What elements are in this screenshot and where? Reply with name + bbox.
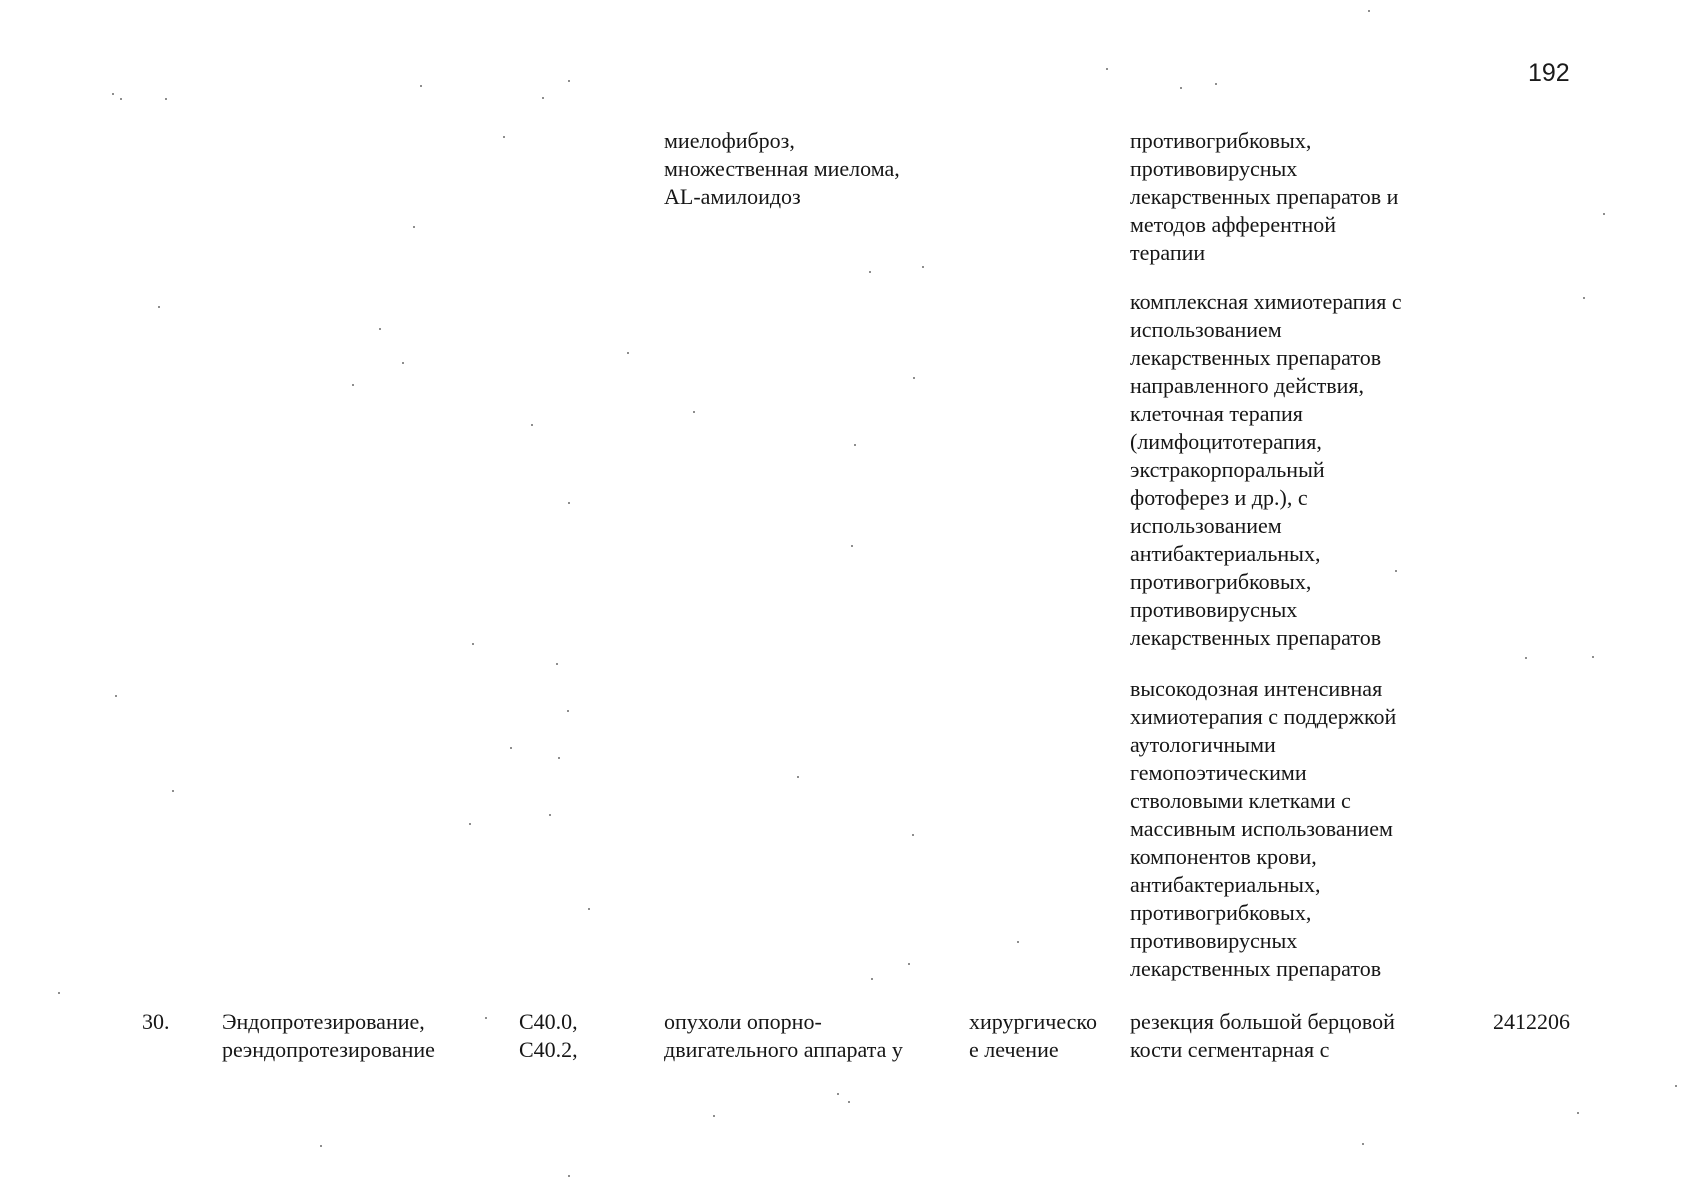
continued-method-3: высокодозная интенсивная химиотерапия с поддержкой аутологичными гемопоэтическими стволовыми клетками с массивным использованием компонентов крови, антибактериальных, противогрибковых, противовирусных лекарственных препаратов xyxy=(1130,676,1397,981)
row-30-diagnosis: опухоли опорно- двигательного аппарата у xyxy=(664,1009,903,1062)
row-30-number: 30. xyxy=(142,1009,170,1034)
page-number: 192 xyxy=(1528,59,1570,87)
row-30-method: резекция большой берцовой кости сегментарная с xyxy=(1130,1009,1395,1062)
continued-method-1: противогрибковых, противовирусных лекарственных препаратов и методов афферентной терапии xyxy=(1130,128,1399,265)
row-30-cost: 2412206 xyxy=(1493,1009,1570,1034)
continued-method-2: комплексная химиотерапия с использованием лекарственных препаратов направленного действия, клеточная терапия (лимфоцитотерапия, экстракорпоральный фотоферез и др.), с использованием антибактериальных, противогрибковых, противовирусных лекарственных препаратов xyxy=(1130,289,1402,650)
row-30-procedure: Эндопротезирование, реэндопротезирование xyxy=(222,1009,435,1062)
row-30-codes: C40.0, C40.2, xyxy=(519,1009,578,1062)
continued-diagnosis: миелофиброз, множественная миелома, AL-амилоидоз xyxy=(664,128,900,209)
row-30-treatment-type: хирургическо е лечение xyxy=(969,1009,1097,1062)
